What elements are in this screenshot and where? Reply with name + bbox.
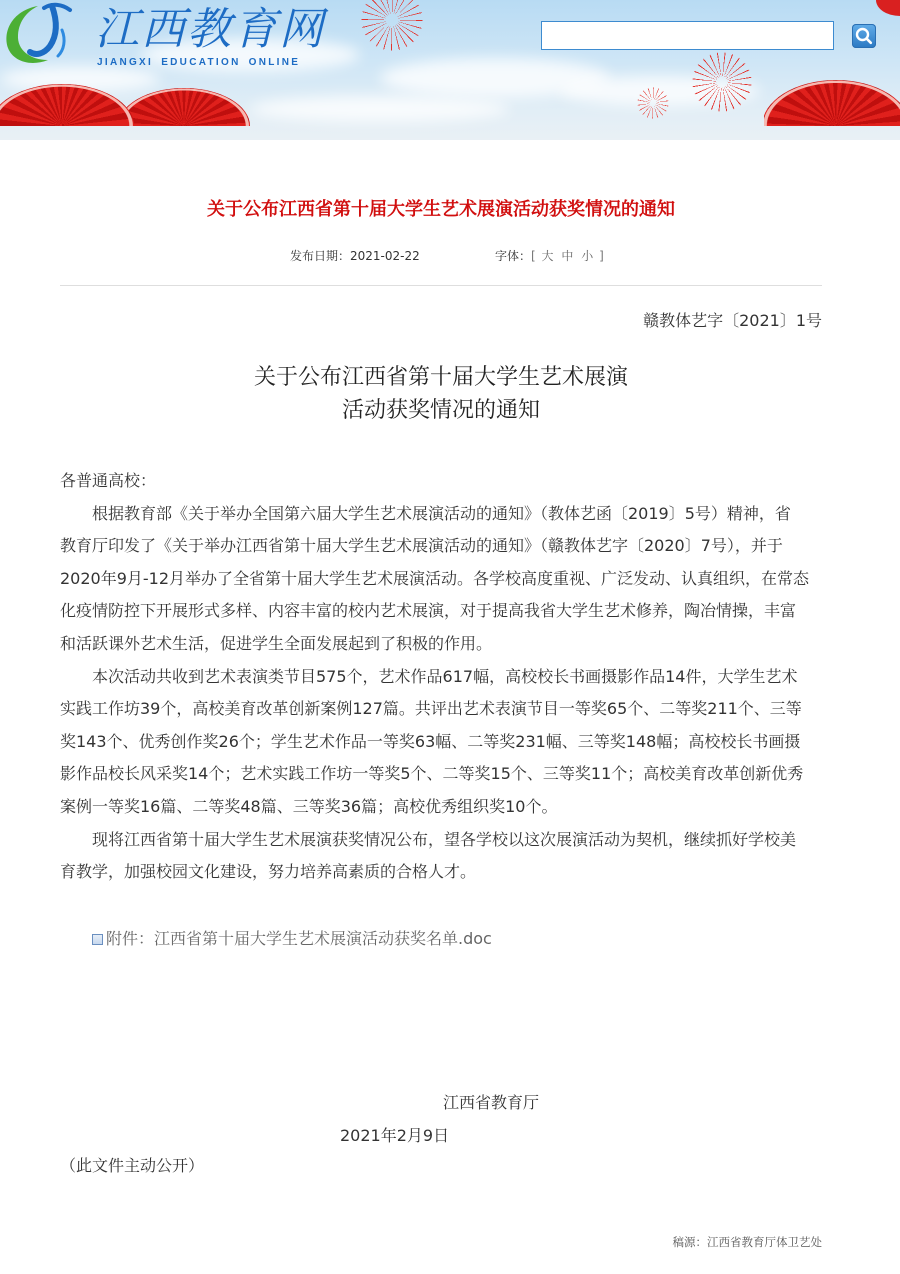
search-icon	[852, 24, 876, 48]
paragraph-line: 根据教育部《关于举办全国第六届大学生艺术展演活动的通知》（教体艺函〔2019〕5号）精神，省	[92, 503, 791, 523]
bracket-open: [	[531, 249, 536, 263]
article-source	[60, 1234, 822, 1250]
bracket-close: ]	[599, 249, 604, 263]
salutation: 各普通高校：	[60, 471, 157, 490]
source-name: 江西省教育厅体卫艺处	[707, 1235, 822, 1249]
paragraph	[60, 498, 822, 661]
paragraph	[60, 661, 822, 824]
red-fan-decoration	[876, 0, 900, 16]
paragraph-line: 实践工作坊39个，高校美育改革创新案例127篇。共评出艺术表演节目一等奖65个、二等奖211个、三等	[60, 699, 802, 719]
paragraph-line: 化疫情防控下开展形式多样、内容丰富的校内艺术展演，对于提高我省大学生艺术修养，陶冶情操，丰富	[60, 601, 797, 621]
paragraph-line: 本次活动共收到艺术表演类节目575个，艺术作品617幅，高校校长书画摄影作品14件，大学生艺术	[92, 666, 798, 686]
search-button[interactable]	[852, 24, 876, 48]
paragraph-line: 影作品校长风采奖14个；艺术实践工作坊一等奖5个、二等奖15个、三等奖11个；高校美育改革创新优秀	[60, 764, 804, 784]
attachment-label: 附件：	[106, 929, 155, 948]
publish-date	[290, 248, 420, 264]
issuer: 江西省教育厅	[443, 1093, 540, 1112]
paragraph-line: 2020年9月-12月举办了全省第十届大学生艺术展演活动。各学校高度重视、广泛发动、认真组织，在常态	[60, 568, 810, 588]
publish-date-value: 2021-02-22	[350, 249, 420, 263]
signature-date: 2021年2月9日	[340, 1126, 450, 1145]
font-size-large-link[interactable]: 大	[541, 249, 554, 263]
paragraph-line: 奖143个、优秀创作奖26个；学生艺术作品一等奖63幅、二等奖231幅、三等奖148幅；高校校长书画摄	[60, 731, 801, 751]
document-title	[60, 361, 822, 427]
cloud-decoration	[250, 96, 510, 122]
site-logo-subtitle: JIANGXI EDUCATION ONLINE	[97, 57, 301, 68]
paragraph-line: 教育厅印发了《关于举办江西省第十届大学生艺术展演活动的通知》（赣教体艺字〔2020〕7号），并于	[60, 536, 783, 556]
article-title: 关于公布江西省第十届大学生艺术展演活动获奖情况的通知	[207, 199, 675, 220]
doc-attachment-icon	[92, 934, 103, 945]
paragraph-line: 现将江西省第十届大学生艺术展演获奖情况公布，望各学校以这次展演活动为契机，继续抓好学校美	[92, 829, 797, 849]
red-fan-decoration	[118, 88, 250, 126]
attachment	[92, 923, 492, 955]
publish-date-label: 发布日期：	[290, 249, 351, 263]
document-body	[60, 465, 822, 889]
jx-logo-icon[interactable]	[0, 0, 78, 68]
source-label: 稿源：	[672, 1235, 707, 1249]
red-fan-decoration	[764, 80, 900, 126]
paragraph-line: 案例一等奖16篇、二等奖48篇、三等奖36篇；高校优秀组织奖10个。	[60, 796, 558, 816]
divider	[60, 285, 822, 286]
font-size-switcher	[495, 248, 604, 264]
firework-decoration	[360, 0, 424, 52]
site-logo-text[interactable]: 江西教育网	[95, 4, 325, 55]
document-number: 赣教体艺字〔2021〕1号	[643, 311, 822, 330]
attachment-filename: 江西省第十届大学生艺术展演活动获奖名单.doc	[154, 929, 492, 948]
paragraph	[60, 824, 822, 889]
firework-decoration	[692, 52, 752, 112]
paragraph-line: 育教学，加强校园文化建设，努力培养高素质的合格人才。	[60, 862, 477, 882]
site-banner	[0, 0, 900, 140]
disclosure-note: （此文件主动公开）	[60, 1156, 205, 1175]
search-input[interactable]	[541, 21, 834, 50]
font-size-small-link[interactable]: 小	[581, 249, 594, 263]
font-size-label: 字体：	[495, 249, 532, 263]
attachment-link[interactable]	[106, 929, 492, 948]
document-title-line: 关于公布江西省第十届大学生艺术展演	[253, 365, 628, 390]
document-title-line: 活动获奖情况的通知	[341, 398, 540, 423]
firework-decoration	[637, 87, 669, 119]
font-size-medium-link[interactable]: 中	[561, 249, 574, 263]
paragraph-line: 和活跃课外艺术生活，促进学生全面发展起到了积极的作用。	[60, 633, 493, 653]
